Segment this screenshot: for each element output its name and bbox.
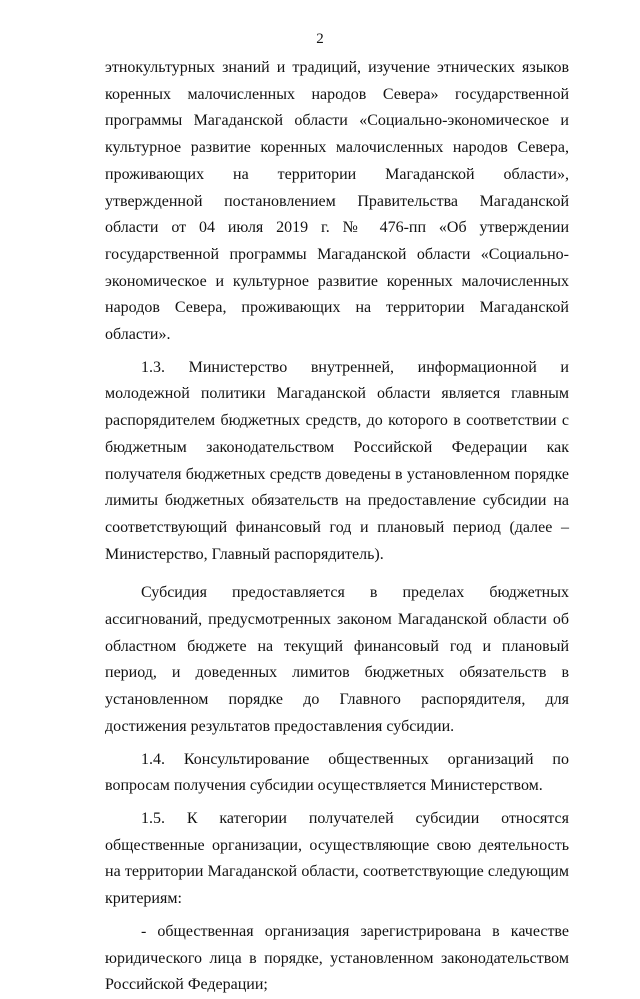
paragraph-1-4: 1.4. Консультирование общественных организаций по вопросам получения субсидии осуществляется Министерством. [105,750,569,795]
document-body [105,55,569,999]
paragraph-1-3: 1.3. Министерство внутренней, информационной и молодежной политики Магаданской области является главным распорядителем бюджетных средств, до которого в соответствии с бюджетным законодательством Российской Федерации как получателя бюджетных средств доведены в установленном порядке лимиты бюджетных обязательств на предоставление субсидии на соответствующий финансовый год и плановый период (далее – Министерство, Главный распорядитель). [105,358,569,563]
paragraph-spacer [105,568,569,580]
paragraph-continuation: этнокультурных знаний и традиций, изучение этнических языков коренных малочисленных народов Севера» государственной программы Магаданской области «Социально-экономическое и культурное развитие коренных малочисленных народов Севера, проживающих на территории Магаданской области», утвержденной постановлением Правительства Магаданской области от 04 июля 2019 г. № 476-пп «Об утверждении государственной программы Магаданской области «Социально-экономическое и культурное развитие коренных малочисленных народов Севера, проживающих на территории Магаданской области». [105,59,569,344]
page-number: 2 [316,31,324,47]
paragraph-subsidy: Субсидия предоставляется в пределах бюджетных ассигнований, предусмотренных законом Магаданской области об областном бюджете на текущий финансовый год и плановый период, и доведенных лимитов бюджетных обязательств в установленном порядке до Главного распорядителя, для достижения результатов предоставления субсидии. [105,584,569,735]
paragraph-criterion-1: - общественная организация зарегистрирована в качестве юридического лица в порядке, установленном законодательством Российской Федерации; [105,922,569,994]
paragraph-1-5: 1.5. К категории получателей субсидии относятся общественные организации, осуществляющие свою деятельность на территории Магаданской области, соответствующие следующим критериям: [105,809,569,908]
